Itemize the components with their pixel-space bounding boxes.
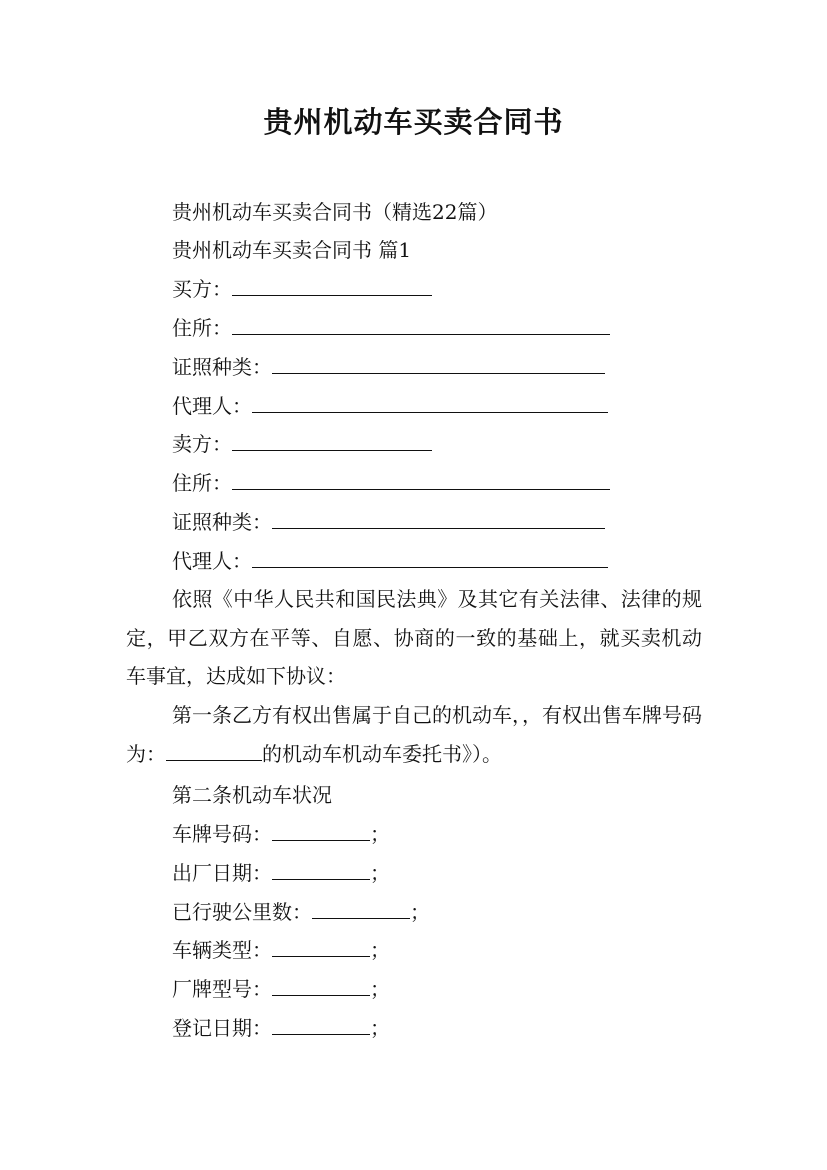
field-label: 住所： [172,471,232,495]
document-subtitle: 贵州机动车买卖合同书（精选22篇） [172,200,498,224]
field-label: 登记日期： [172,1016,272,1040]
vehicle-field-model [172,976,390,1002]
field-label: 住所： [172,316,232,340]
blank-underline [272,938,370,957]
section-heading: 贵州机动车买卖合同书 篇1 [172,238,412,262]
blank-underline [232,277,432,296]
field-buyer-address [172,315,610,341]
article-2-heading: 第二条机动车状况 [172,783,332,807]
field-label: 车牌号码： [172,822,272,846]
field-end-punct: ； [370,938,390,962]
field-end-punct: ； [370,977,390,1001]
blank-underline [232,471,610,490]
blank-underline [272,510,605,529]
vehicle-field-registration-date [172,1015,390,1041]
blank-underline [232,432,432,451]
blank-underline [272,355,605,374]
blank-underline [252,394,608,413]
vehicle-field-plate [172,821,390,847]
field-label: 已行驶公里数： [172,900,312,924]
vehicle-field-manufacture-date [172,860,390,886]
field-label: 买方： [172,277,232,301]
field-buyer-agent [172,393,608,419]
field-label: 代理人： [172,394,252,418]
field-seller-address [172,470,610,496]
blank-underline [252,549,608,568]
field-label: 卖方： [172,432,232,456]
field-seller-id-type [172,509,605,535]
vehicle-field-type [172,937,390,963]
document-title: 贵州机动车买卖合同书 [263,105,564,139]
field-end-punct: ； [370,822,390,846]
field-label: 代理人： [172,549,252,573]
field-buyer [172,276,432,302]
field-buyer-id-type [172,354,605,380]
field-label: 证照种类： [172,355,272,379]
article-1-paragraph [126,696,702,773]
field-label: 证照种类： [172,510,272,534]
intro-paragraph: 依照《中华人民共和国民法典》及其它有关法律、法律的规定，甲乙双方在平等、自愿、协商的一致的基础上，就买卖机动车事宜，达成如下协议： [126,587,702,688]
field-end-punct: ； [370,1016,390,1040]
blank-underline [272,822,370,841]
blank-underline [272,861,370,880]
field-seller-agent [172,548,608,574]
blank-underline [272,977,370,996]
vehicle-field-mileage [172,899,430,925]
article-1-text-a: 第一条乙方有权出售属于自己的机动车，，有权出售车牌号码为： [126,703,702,766]
field-label: 车辆类型： [172,938,272,962]
blank-underline [166,742,262,761]
field-end-punct: ； [410,900,430,924]
field-label: 出厂日期： [172,861,272,885]
field-end-punct: ； [370,861,390,885]
blank-underline [232,316,610,335]
blank-underline [312,900,410,919]
article-1-text-b: 的机动车机动车委托书》）。 [262,741,502,766]
blank-underline [272,1016,370,1035]
field-label: 厂牌型号： [172,977,272,1001]
field-seller [172,431,432,457]
